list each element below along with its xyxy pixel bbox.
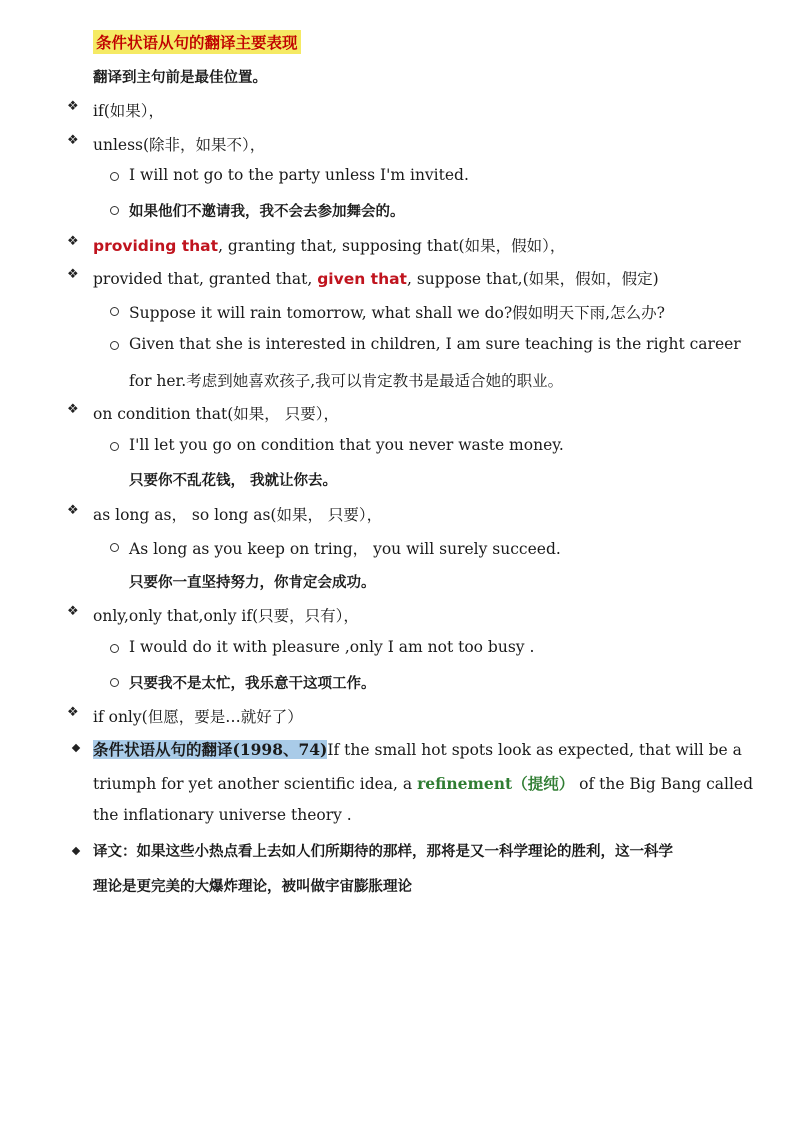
bullet-dot-icon	[72, 847, 80, 855]
list-item-on-condition: on condition that(如果， 只要），	[93, 405, 339, 423]
circle-bullet-icon	[110, 172, 119, 181]
list-item-providing	[93, 234, 565, 256]
page-title: 条件状语从句的翻译主要表现	[93, 30, 301, 54]
circle-bullet-icon	[110, 678, 119, 687]
example-text-1: If the small hot spots look as expected, that will be a	[327, 741, 742, 759]
bullet-dot-icon	[72, 744, 80, 752]
diamond-bullet-icon: ❖	[67, 234, 79, 249]
example-label: 条件状语从句的翻译(1998、74)	[93, 740, 328, 759]
circle-bullet-icon	[110, 341, 119, 350]
providing-rest: , granting that, supposing that(如果，假如），	[218, 237, 566, 255]
list-item-provided	[93, 267, 659, 289]
example-as-long-as-zh: 只要你一直坚持努力，你肯定会成功。	[129, 574, 376, 591]
diamond-bullet-icon: ❖	[67, 267, 79, 282]
example-unless-en: I will not go to the party unless I'm invited.	[129, 166, 469, 184]
list-item-if-only: if only(但愿，要是…就好了）	[93, 708, 303, 726]
circle-bullet-icon	[110, 206, 119, 215]
example-as-long-as-en: As long as you keep on tring， you will surely succeed.	[129, 540, 561, 558]
example-given-line1: Given that she is interested in children, I am sure teaching is the right career	[129, 335, 741, 353]
example-only-en: I would do it with pleasure ,only I am not too busy .	[129, 638, 535, 656]
circle-bullet-icon	[110, 442, 119, 451]
example-text-2b: of the Big Bang called	[574, 775, 754, 793]
example-unless-zh: 如果他们不邀请我，我不会去参加舞会的。	[129, 203, 405, 220]
example-on-condition-en: I'll let you go on condition that you never waste money.	[129, 436, 564, 454]
diamond-bullet-icon: ❖	[67, 705, 79, 720]
diamond-bullet-icon: ❖	[67, 133, 79, 148]
list-item-only: only,only that,only if(只要，只有），	[93, 607, 359, 625]
example-suppose: Suppose it will rain tomorrow, what shall we do?假如明天下雨,怎么办?	[129, 304, 665, 322]
translation-line2: 理论是更完美的大爆炸理论，被叫做宇宙膨胀理论	[93, 878, 412, 895]
example-on-condition-zh: 只要你不乱花钱， 我就让你去。	[129, 472, 338, 489]
example-text-2a: triumph for yet another scientific idea, a	[93, 775, 418, 793]
diamond-bullet-icon: ❖	[67, 402, 79, 417]
provided-post: , suppose that,(如果，假如，假定)	[406, 270, 659, 288]
list-item-unless: unless(除非，如果不），	[93, 136, 266, 154]
example-paragraph-line2	[93, 772, 753, 794]
translation-line1: 译文：如果这些小热点看上去如人们所期待的那样，那将是又一科学理论的胜利，这一科学	[93, 843, 673, 860]
list-item-if: if(如果），	[93, 102, 164, 120]
provided-pre: provided that, granted that,	[93, 270, 318, 288]
diamond-bullet-icon: ❖	[67, 604, 79, 619]
highlight-refinement: refinement（提纯）	[417, 774, 575, 793]
list-item-as-long-as: as long as， so long as(如果， 只要），	[93, 506, 383, 524]
example-paragraph-line1	[93, 738, 742, 760]
highlight-providing-that: providing that	[93, 237, 219, 255]
example-paragraph-line3: the inflationary universe theory .	[93, 806, 352, 824]
example-given-line2: for her.考虑到她喜欢孩子,我可以肯定教书是最适合她的职业。	[129, 372, 564, 390]
circle-bullet-icon	[110, 307, 119, 316]
circle-bullet-icon	[110, 644, 119, 653]
diamond-bullet-icon: ❖	[67, 503, 79, 518]
highlight-given-that: given that	[317, 270, 407, 288]
subtitle: 翻译到主句前是最佳位置。	[93, 69, 267, 86]
circle-bullet-icon	[110, 543, 119, 552]
diamond-bullet-icon: ❖	[67, 99, 79, 114]
example-only-zh: 只要我不是太忙，我乐意干这项工作。	[129, 675, 376, 692]
